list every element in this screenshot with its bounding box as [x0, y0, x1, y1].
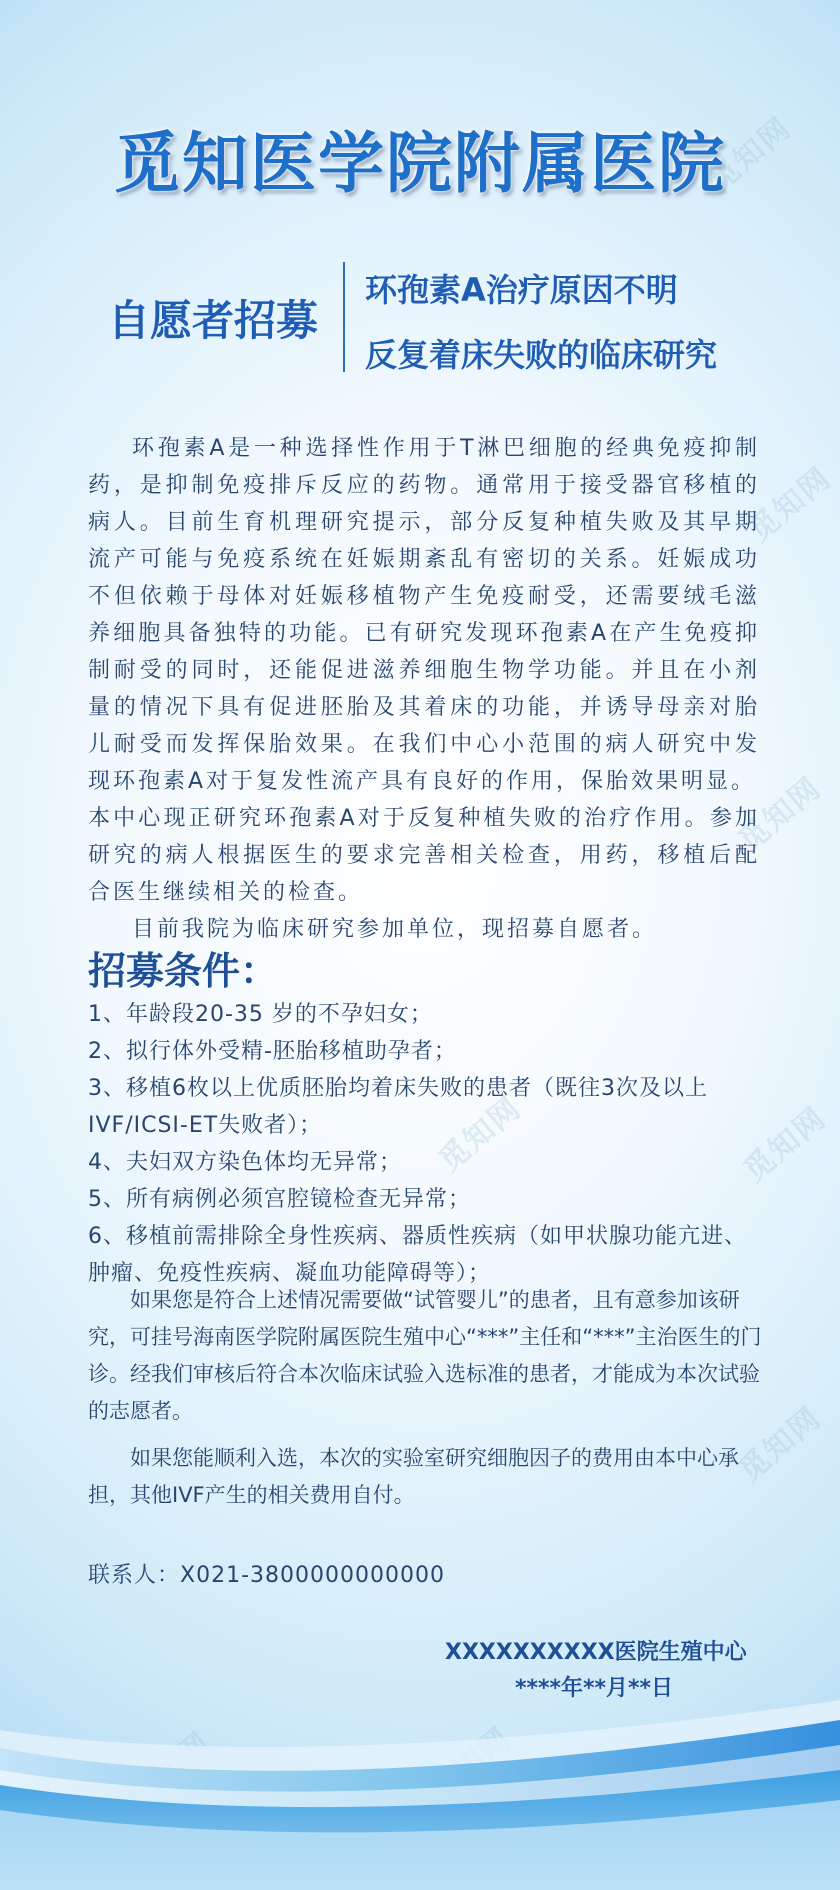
signature-date: ****年**月**日	[515, 1676, 674, 1701]
conditions-list	[88, 996, 768, 1292]
condition-item: 1、年龄段20-35 岁的不孕妇女；	[88, 1002, 433, 1027]
contact-info: 联系人：X021-3800000000000	[88, 1563, 445, 1588]
condition-item: 3、移植6枚以上优质胚胎均着床失败的患者（既往3次及以上IVF/ICSI-ET失败者）；	[88, 1076, 708, 1138]
signature-org: XXXXXXXXXX医院生殖中心	[445, 1640, 747, 1665]
condition-item: 4、夫妇双方染色体均无异常；	[88, 1150, 402, 1175]
bottom-wave-decoration	[0, 1700, 840, 1890]
notes-paragraph-2	[88, 1440, 763, 1514]
title-divider	[343, 262, 345, 372]
page-title: 觅知医学院附属医院	[114, 125, 726, 202]
notes-paragraph-1	[88, 1282, 763, 1430]
study-subtitle-line2: 反复着床失败的临床研究	[365, 336, 718, 374]
watermark: 觅知网	[732, 770, 829, 859]
intro-paragraph-3: 目前我院为临床研究参加单位，现招募自愿者。	[132, 917, 658, 942]
conditions-heading: 招募条件：	[88, 949, 279, 993]
notes-text-1: 如果您是符合上述情况需要做“试管婴儿”的患者，且有意参加该研究，可挂号海南医学院附属医院生殖中心“***”主任和“***”主治医生的门诊。经我们审核后符合本次临床试验入选标准的患者，才能成为本次试验的志愿者。	[88, 1288, 762, 1423]
condition-item: 2、拟行体外受精-胚胎移植助孕者；	[88, 1039, 457, 1064]
condition-item: 5、所有病例必须宫腔镜检查无异常；	[88, 1187, 471, 1212]
intro-paragraph-1: 环孢素A是一种选择性作用于T淋巴细胞的经典免疫抑制药，是抑制免疫排斥反应的药物。通常用于接受器官移植的病人。目前生育机理研究提示，部分反复种植失败及其早期流产可能与免疫系统在妊娠期紊乱有密切的关系。妊娠成功不但依赖于母体对妊娠移植物产生免疫耐受，还需要绒毛滋养细胞具备独特的功能。已有研究发现环孢素A在产生免疫抑制耐受的同时，还能促进滋养细胞生物学功能。并且在小剂量的情况下具有促进胚胎及其着床的功能，并诱导母亲对胎儿耐受而发挥保胎效果。在我们中心小范围的病人研究中发现环孢素A对于复发性流产具有良好的作用，保胎效果明显。	[88, 436, 760, 794]
recruit-label: 自愿者招募	[108, 296, 319, 345]
watermark: 觅知网	[432, 1090, 529, 1179]
intro-paragraph-2: 本中心现正研究环孢素A对于反复种植失败的治疗作用。参加研究的病人根据医生的要求完善相关检查，用药，移植后配合医生继续相关的检查。	[88, 806, 760, 905]
watermark: 觅知网	[737, 1100, 834, 1189]
watermark: 觅知网	[742, 460, 839, 549]
watermark: 觅知网	[702, 110, 799, 199]
notes-text-2: 如果您能顺利入选，本次的实验室研究细胞因子的费用由本中心承担，其他IVF产生的相关费用自付。	[88, 1446, 739, 1507]
watermark: 觅知网	[732, 1400, 829, 1489]
intro-section	[88, 430, 760, 948]
study-subtitle-line1: 环孢素A治疗原因不明	[365, 271, 678, 309]
condition-item: 6、移植前需排除全身性疾病、器质性疾病（如甲状腺功能亢进、肿瘤、免疫性疾病、凝血功能障碍等）；	[88, 1224, 747, 1286]
